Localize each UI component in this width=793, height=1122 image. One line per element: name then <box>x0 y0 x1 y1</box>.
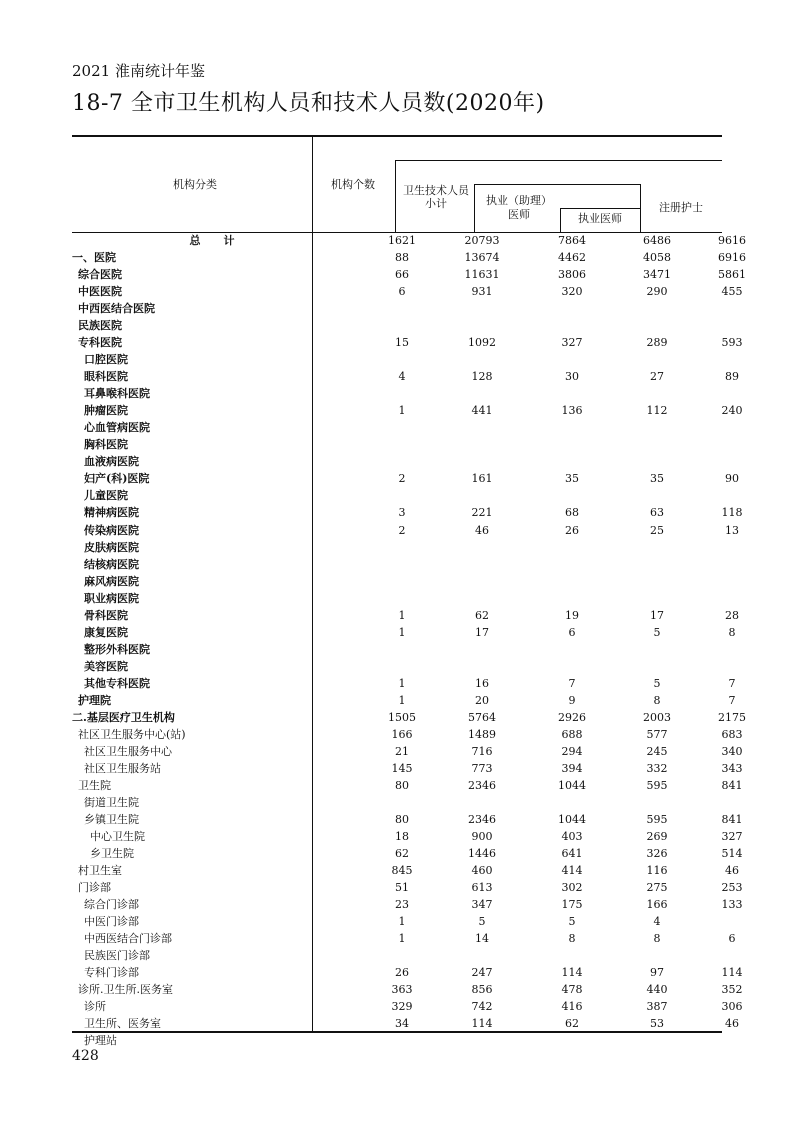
table-row <box>72 249 746 266</box>
row-cell: 6 <box>728 932 736 946</box>
row-label: 中医医院 <box>78 285 122 299</box>
table-row <box>72 453 722 470</box>
table-row <box>72 300 722 317</box>
table-row <box>72 232 746 249</box>
row-label: 心血管病医院 <box>84 421 150 435</box>
row-cell: 845 <box>391 864 413 878</box>
row-cell: 17 <box>650 608 664 622</box>
row-label: 诊所 <box>84 1000 106 1014</box>
row-cell: 841 <box>721 813 743 827</box>
row-label: 中西医结合医院 <box>78 302 155 316</box>
row-cell: 641 <box>561 847 583 861</box>
row-cell: 1 <box>398 676 406 690</box>
row-cell: 441 <box>471 404 493 418</box>
table-row <box>72 266 746 283</box>
table-row <box>72 385 722 402</box>
row-cell: 327 <box>561 336 583 350</box>
row-cell: 25 <box>650 523 664 537</box>
row-cell: 21 <box>395 744 409 758</box>
table-row <box>72 828 743 845</box>
row-cell: 3806 <box>558 268 586 282</box>
row-label: 骨科医院 <box>84 608 128 622</box>
row-cell: 5 <box>653 676 661 690</box>
row-cell: 7 <box>728 693 736 707</box>
row-cell: 1 <box>398 932 406 946</box>
col-header-tech-line1: 卫生技术人员 <box>403 184 469 197</box>
col-header-nurse: 注册护士 <box>659 201 703 214</box>
row-cell: 118 <box>721 506 743 520</box>
row-cell: 1621 <box>388 234 416 247</box>
table-row <box>72 692 736 709</box>
row-cell: 1 <box>398 693 406 707</box>
row-cell: 89 <box>725 370 739 384</box>
header-line <box>474 184 640 185</box>
row-cell: 8 <box>568 932 576 946</box>
row-label: 专科门诊部 <box>84 966 139 980</box>
row-label: 职业病医院 <box>84 591 139 605</box>
row-cell: 595 <box>646 813 668 827</box>
table-row <box>72 607 739 624</box>
row-cell: 455 <box>721 285 743 299</box>
row-cell: 327 <box>721 830 743 844</box>
row-cell: 62 <box>395 847 409 861</box>
row-label: 乡卫生院 <box>90 847 134 861</box>
row-cell: 116 <box>646 864 668 878</box>
header-line <box>640 184 641 232</box>
table-row <box>72 879 743 896</box>
table-row <box>72 624 736 641</box>
row-label: 皮肤病医院 <box>84 540 139 554</box>
row-cell: 2003 <box>643 710 671 724</box>
row-cell: 27 <box>650 370 664 384</box>
row-cell: 1489 <box>468 727 496 741</box>
row-label: 美容医院 <box>84 659 128 673</box>
row-cell: 8 <box>653 932 661 946</box>
row-cell: 97 <box>650 966 664 980</box>
row-cell: 26 <box>565 523 579 537</box>
table-row <box>72 777 743 794</box>
row-label: 儿童医院 <box>84 489 128 503</box>
row-cell: 8 <box>728 625 736 639</box>
row-label: 肿瘤医院 <box>84 404 128 418</box>
table-row <box>72 794 722 811</box>
row-cell: 841 <box>721 778 743 792</box>
table-row <box>72 981 743 998</box>
row-cell: 269 <box>646 830 668 844</box>
row-label: 一、医院 <box>72 251 116 265</box>
row-cell: 742 <box>471 1000 493 1014</box>
row-cell: 51 <box>395 881 409 895</box>
row-label: 卫生院 <box>78 778 111 792</box>
row-cell: 1 <box>398 404 406 418</box>
row-label: 二.基层医疗卫生机构 <box>72 710 175 724</box>
row-label: 精神病医院 <box>84 506 139 520</box>
table-row <box>72 760 743 777</box>
row-cell: 19 <box>565 608 579 622</box>
table-row <box>72 368 739 385</box>
row-cell: 5 <box>568 915 576 929</box>
row-cell: 7 <box>568 676 576 690</box>
row-cell: 478 <box>561 983 583 997</box>
row-label: 护理院 <box>78 693 111 707</box>
row-cell: 773 <box>471 761 493 775</box>
table-row <box>72 1015 739 1032</box>
row-cell: 856 <box>471 983 493 997</box>
row-label: 其他专科医院 <box>84 676 150 690</box>
table-row <box>72 658 722 675</box>
row-label: 眼科医院 <box>84 370 128 384</box>
table-row <box>72 913 722 930</box>
row-label: 综合门诊部 <box>84 898 139 912</box>
row-cell: 6 <box>398 285 406 299</box>
row-cell: 136 <box>561 404 583 418</box>
row-cell: 46 <box>725 864 739 878</box>
row-cell: 26 <box>395 966 409 980</box>
row-cell: 306 <box>721 1000 743 1014</box>
row-cell: 253 <box>721 881 743 895</box>
row-cell: 28 <box>725 608 739 622</box>
row-label: 社区卫生服务中心 <box>84 744 172 758</box>
row-cell: 35 <box>565 472 579 486</box>
row-label: 门诊部 <box>78 881 111 895</box>
row-label: 康复医院 <box>84 625 128 639</box>
row-cell: 416 <box>561 1000 583 1014</box>
row-cell: 63 <box>650 506 664 520</box>
row-cell: 1 <box>398 608 406 622</box>
yearbook-header: 2021 淮南统计年鉴 <box>72 62 205 80</box>
row-cell: 2175 <box>718 710 746 724</box>
row-cell: 114 <box>721 966 743 980</box>
row-cell: 514 <box>721 847 743 861</box>
table-row <box>72 964 743 981</box>
row-cell: 343 <box>721 761 743 775</box>
table-row <box>72 930 736 947</box>
row-cell: 2 <box>398 523 406 537</box>
row-cell: 30 <box>565 370 579 384</box>
row-cell: 11631 <box>464 268 500 282</box>
row-cell: 90 <box>725 472 739 486</box>
table-row <box>72 675 736 692</box>
row-cell: 5 <box>478 915 486 929</box>
row-cell: 145 <box>391 761 413 775</box>
row-cell: 46 <box>475 523 489 537</box>
row-label: 综合医院 <box>78 268 122 282</box>
page-number: 428 <box>72 1048 99 1064</box>
row-cell: 302 <box>561 881 583 895</box>
row-cell: 2 <box>398 472 406 486</box>
row-cell: 128 <box>471 370 493 384</box>
row-label: 社区卫生服务中心(站) <box>78 727 186 741</box>
row-cell: 6916 <box>718 251 746 265</box>
row-cell: 403 <box>561 830 583 844</box>
row-cell: 20 <box>475 693 489 707</box>
row-cell: 3 <box>398 506 406 520</box>
row-cell: 1044 <box>558 778 586 792</box>
row-cell: 294 <box>561 744 583 758</box>
row-cell: 5764 <box>468 710 496 724</box>
row-cell: 595 <box>646 778 668 792</box>
row-cell: 320 <box>561 285 583 299</box>
row-cell: 2346 <box>468 778 496 792</box>
row-cell: 275 <box>646 881 668 895</box>
table-row <box>72 283 743 300</box>
header-line <box>560 208 640 209</box>
row-cell: 35 <box>650 472 664 486</box>
row-cell: 240 <box>721 404 743 418</box>
table-row <box>72 539 722 556</box>
table-row <box>72 811 743 828</box>
row-cell: 9616 <box>718 234 746 247</box>
table-row <box>72 334 743 351</box>
row-cell: 931 <box>471 285 493 299</box>
table-row <box>72 709 746 726</box>
row-cell: 221 <box>471 506 493 520</box>
table-row <box>72 522 739 539</box>
row-cell: 347 <box>471 898 493 912</box>
header-line <box>474 184 475 232</box>
table-row <box>72 998 743 1015</box>
row-label: 中医门诊部 <box>84 915 139 929</box>
row-label: 耳鼻喉科医院 <box>84 387 150 401</box>
row-label: 结核病医院 <box>84 557 139 571</box>
table-row <box>72 590 722 607</box>
row-cell: 62 <box>565 1017 579 1031</box>
row-cell: 716 <box>471 744 493 758</box>
table-row <box>72 402 743 419</box>
row-cell: 68 <box>565 506 579 520</box>
row-cell: 16 <box>475 676 489 690</box>
row-cell: 1505 <box>388 710 416 724</box>
row-label: 卫生所、医务室 <box>84 1017 161 1031</box>
row-cell: 114 <box>561 966 583 980</box>
row-cell: 4462 <box>558 251 586 265</box>
row-cell: 593 <box>721 336 743 350</box>
header-line <box>560 208 561 232</box>
row-cell: 9 <box>568 693 576 707</box>
row-cell: 460 <box>471 864 493 878</box>
row-cell: 18 <box>395 830 409 844</box>
row-cell: 340 <box>721 744 743 758</box>
row-cell: 175 <box>561 898 583 912</box>
table-row <box>72 470 739 487</box>
row-cell: 88 <box>395 251 409 265</box>
table-row <box>72 743 743 760</box>
row-cell: 14 <box>475 932 489 946</box>
row-cell: 326 <box>646 847 668 861</box>
header-line <box>395 160 396 232</box>
header-line <box>395 160 722 161</box>
row-label: 乡镇卫生院 <box>84 813 139 827</box>
row-cell: 290 <box>646 285 668 299</box>
row-cell: 247 <box>471 966 493 980</box>
row-cell: 17 <box>475 625 489 639</box>
row-cell: 7 <box>728 676 736 690</box>
table-row <box>72 487 722 504</box>
row-cell: 6 <box>568 625 576 639</box>
table-row <box>72 1032 722 1049</box>
row-label: 社区卫生服务站 <box>84 761 161 775</box>
row-label: 民族医门诊部 <box>84 949 150 963</box>
row-cell: 414 <box>561 864 583 878</box>
col-header-physician-line2: 医师 <box>508 208 530 221</box>
row-cell: 329 <box>391 1000 413 1014</box>
table-row <box>72 947 722 964</box>
table-row <box>72 896 743 913</box>
row-cell: 112 <box>646 404 668 418</box>
row-cell: 1092 <box>468 336 496 350</box>
row-label: 中心卫生院 <box>90 830 145 844</box>
row-cell: 15 <box>395 336 409 350</box>
row-cell: 62 <box>475 608 489 622</box>
table-row <box>72 641 722 658</box>
row-cell: 332 <box>646 761 668 775</box>
row-cell: 245 <box>646 744 668 758</box>
row-cell: 5861 <box>718 268 746 282</box>
row-cell: 4058 <box>643 251 671 265</box>
row-cell: 394 <box>561 761 583 775</box>
row-label: 护理站 <box>84 1034 117 1048</box>
row-label: 诊所.卫生所.医务室 <box>78 983 173 997</box>
row-cell: 53 <box>650 1017 664 1031</box>
row-label: 中西医结合门诊部 <box>84 932 172 946</box>
row-label: 专科医院 <box>78 336 122 350</box>
row-cell: 7864 <box>558 234 586 247</box>
row-label: 整形外科医院 <box>84 642 150 656</box>
row-cell: 4 <box>398 370 406 384</box>
row-cell: 46 <box>725 1017 739 1031</box>
row-label: 民族医院 <box>78 319 122 333</box>
row-cell: 13674 <box>464 251 500 265</box>
table-top-rule <box>72 135 722 137</box>
row-cell: 613 <box>471 881 493 895</box>
row-cell: 166 <box>646 898 668 912</box>
table-row <box>72 845 743 862</box>
col-header-physician-line1: 执业（助理） <box>486 194 552 207</box>
table-row <box>72 726 743 743</box>
row-cell: 114 <box>471 1017 493 1031</box>
row-cell: 1 <box>398 625 406 639</box>
table-row <box>72 436 722 453</box>
row-label: 口腔医院 <box>84 353 128 367</box>
row-cell: 133 <box>721 898 743 912</box>
row-cell: 3471 <box>643 268 671 282</box>
table-title: 18-7 全市卫生机构人员和技术人员数(2020年) <box>72 91 545 116</box>
row-cell: 363 <box>391 983 413 997</box>
table-row <box>72 419 722 436</box>
row-cell: 80 <box>395 778 409 792</box>
table-row <box>72 556 722 573</box>
row-cell: 13 <box>725 523 739 537</box>
row-cell: 80 <box>395 813 409 827</box>
row-label: 总 计 <box>189 234 235 247</box>
row-cell: 34 <box>395 1017 409 1031</box>
row-cell: 6486 <box>643 234 671 247</box>
row-cell: 166 <box>391 727 413 741</box>
row-cell: 440 <box>646 983 668 997</box>
row-cell: 2926 <box>558 710 586 724</box>
row-cell: 1 <box>398 915 406 929</box>
row-cell: 352 <box>721 983 743 997</box>
row-label: 血液病医院 <box>84 455 139 469</box>
row-cell: 4 <box>653 915 661 929</box>
row-cell: 5 <box>653 625 661 639</box>
table-row <box>72 317 722 334</box>
table-row <box>72 351 722 368</box>
row-cell: 2346 <box>468 813 496 827</box>
col-header-tech-line2: 小计 <box>425 197 447 210</box>
table-row <box>72 573 722 590</box>
row-cell: 23 <box>395 898 409 912</box>
row-cell: 683 <box>721 727 743 741</box>
row-label: 村卫生室 <box>78 864 122 878</box>
row-cell: 900 <box>471 830 493 844</box>
row-cell: 20793 <box>464 234 500 247</box>
col-header-category: 机构分类 <box>173 178 217 191</box>
row-cell: 8 <box>653 693 661 707</box>
row-label: 胸科医院 <box>84 438 128 452</box>
row-cell: 1446 <box>468 847 496 861</box>
row-cell: 66 <box>395 268 409 282</box>
row-cell: 577 <box>646 727 668 741</box>
row-label: 传染病医院 <box>84 523 139 537</box>
table-row <box>72 504 743 521</box>
row-cell: 289 <box>646 336 668 350</box>
row-cell: 387 <box>646 1000 668 1014</box>
row-cell: 688 <box>561 727 583 741</box>
col-header-licensed-physician: 执业医师 <box>578 212 622 225</box>
row-cell: 1044 <box>558 813 586 827</box>
table-row <box>72 862 739 879</box>
col-header-count: 机构个数 <box>331 178 375 191</box>
row-cell: 161 <box>471 472 493 486</box>
row-label: 街道卫生院 <box>84 795 139 809</box>
row-label: 妇产(科)医院 <box>84 472 150 486</box>
row-label: 麻风病医院 <box>84 574 139 588</box>
